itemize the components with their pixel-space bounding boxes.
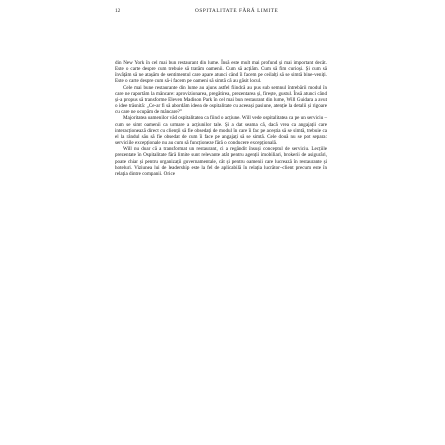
running-head (115, 6, 335, 16)
body-text (115, 60, 327, 177)
paragraph-2: Cele mai bune restaurante din lume au ajuns astfel fiindcă au pus sub semnul întrebării modul în care ne raportăm la mâncare: aprovizionarea, pregătirea, prezentarea și, firește, gustul. Însă atunci când și-a propus să transforme Eleven Madison Park în cel mai bun restaurant din lume, Will Guidara a avut o idee trăsnită: „Ce-ar fi să abordăm ideea de ospitalitate cu aceeași pasiune, atenție la detalii și rigoare cu care ne ocupăm de mâncare?” (115, 84, 327, 116)
page-number: 12 (115, 8, 121, 14)
paragraph-3: Majoritatea oamenilor văd ospitalitatea ca fiind o acțiune. Will vede ospitalitatea ca pe un serviciu – cum se simt oamenii ca urmare a acțiunilor tale. Și a dat seama că, dacă vrea ca angajații care interacționează direct cu clienții să fie obsedați de modul în care îi fac pe aceștia să se simtă, trebuie ca el la rândul său să fie obsedat de cum îi face pe angajați să se simtă. Cele două nu se pot separa: serviciile excepționale nu au cum să funcționeze fără o conducere excepțională. (115, 115, 327, 147)
paragraph-4: Will nu doar că a transformat un restaurant, ci a regândit însuși conceptul de serviciu. Lecțiile prezentate în Ospitalitate fără limite sunt relevante atât pentru agenții imobiliari, brokerii de asigurări, poate chiar și pentru organizații guvernamentale, cât și pentru oamenii care lucrează în restaurante și hoteluri. Viziunea lui de leadership este la fel de aplicabilă în relația lucrător–client precum este în relația dintre companii. Orice (115, 146, 327, 177)
paragraph-1: din New York în cel mai bun restaurant din lume. Însă este mult mai profund și mai important decât. Este o carte despre cum trebuie să tratăm oamenii. Cum să acțiăm. Cum să fim curioși. Și cum să învățăm să ne atașăm de sentimentul care apare atunci când îi facem pe ceilalți să se simtă bine-veniți. Este o carte despre cum să-i facem pe oameni să simtă că au găsit locul. (115, 60, 327, 85)
running-title: OSPITALITATE FĂRĂ LIMITE (195, 8, 279, 14)
